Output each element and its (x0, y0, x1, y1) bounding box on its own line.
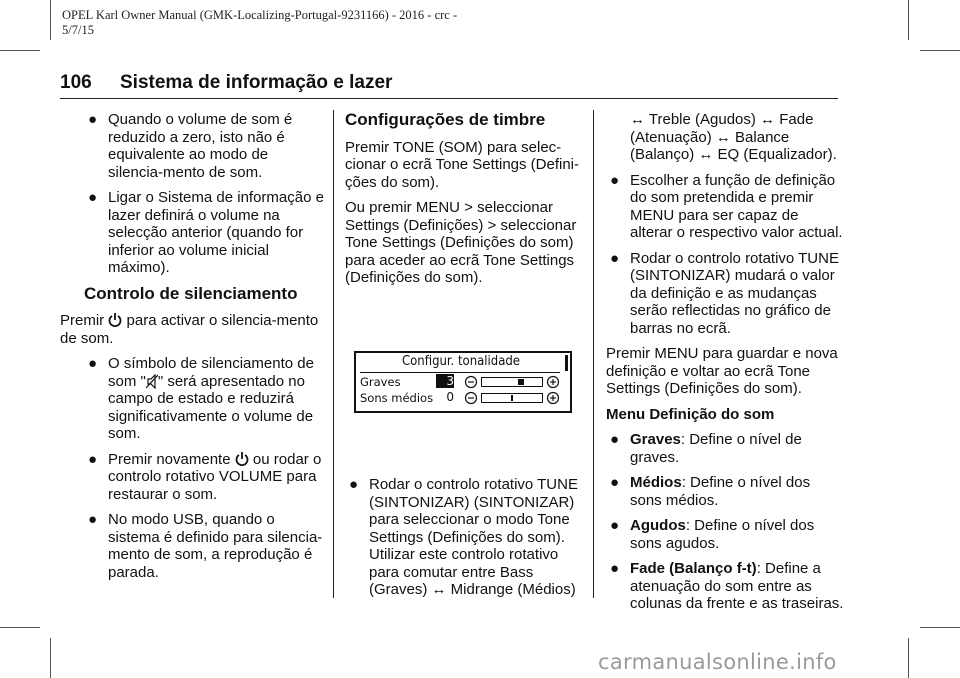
column-3 (606, 111, 844, 621)
list-item: ● Fade (Balanço f-t): Define a atenuação do som entre as colunas da frente e as traseiras. (610, 560, 844, 612)
crop-mark (50, 0, 51, 40)
document-header (62, 8, 562, 38)
crop-mark (920, 50, 960, 51)
display-underline (360, 372, 560, 373)
display-row-value: 3 (436, 374, 454, 388)
paragraph: Ou premir MENU > seleccionar Settings (Definições) > seleccionar Tone Settings (Definições do som) para aceder ao ecrã Tone Settings (Definições do som). (345, 199, 577, 286)
doc-line-2: 5/7/15 (62, 23, 94, 37)
list-item: ● Quando o volume de som é reduzido a zero, isto não é equivalente ao modo de silencia-mento de som. (88, 111, 293, 181)
column-divider (333, 110, 334, 598)
crop-mark (920, 627, 960, 628)
crop-mark (0, 627, 40, 628)
graves-level-fill (518, 379, 524, 385)
list-item: ● Escolher a função de definição do som pretendida e premir MENU para ser capaz de alterar o respectivo valor actual. (610, 171, 843, 241)
list-item: ● O símbolo de silenciamento de som " " será apresentado no campo de estado e reduzirá significativamente o volume de som. (88, 355, 314, 442)
list-item: ● Premir novamente ou rodar o controlo rotativo VOLUME para restaurar o som. (88, 450, 322, 503)
power-icon (108, 312, 122, 328)
crop-mark (908, 638, 909, 678)
minus-icon (464, 391, 478, 405)
paragraph: Premir TONE (SOM) para selec-cionar o ecrã Tone Settings (Defini-ções do som). (345, 138, 580, 191)
section-title: Sistema de informação e lazer (120, 72, 393, 93)
crop-mark (0, 50, 40, 51)
tone-settings-display (354, 351, 572, 413)
graves-level-bar (481, 377, 543, 387)
list-item: ● Agudos: Define o nível dos sons agudos. (610, 517, 815, 552)
heading-sound-menu: Menu Definição do som (606, 405, 775, 423)
list-item: ● Graves: Define o nível de graves. (610, 431, 802, 466)
column-1 (60, 111, 324, 589)
list-item: ● Rodar o controlo rotativo TUNE (SINTONIZAR) mudará o valor da definição e as mudanças serão reflectidas no gráfico de barras no ecrã. (610, 249, 839, 337)
heading-mute-control: Controlo de silenciamento (84, 283, 298, 303)
plus-icon (546, 375, 560, 389)
page-number: 106 (60, 72, 92, 93)
crop-mark (50, 638, 51, 678)
watermark: carmanualsonline.info (598, 650, 837, 674)
power-icon (235, 451, 249, 467)
heading-tone-settings: Configurações de timbre (345, 110, 546, 129)
list-item: ● No modo USB, quando o sistema é definido para silencia-mento de som, a reprodução é parada. (88, 511, 323, 581)
doc-line-1: OPEL Karl Owner Manual (GMK-Localizing-Portugal-9231166) - 2016 - crc - (62, 8, 458, 22)
list-item: ● Ligar o Sistema de informação e lazer definirá o volume na selecção anterior (quando for inferior ao volume inicial máximo). (88, 189, 324, 276)
list-item: ● Médios: Define o nível dos sons médios. (610, 474, 811, 509)
medios-level-bar (481, 393, 543, 403)
medios-level-marker (511, 395, 513, 401)
paragraph: Premir para activar o silencia-mento de som. (60, 312, 319, 347)
paragraph: ↔ Treble (Agudos) ↔ Fade (Atenuação) ↔ Balance (Balanço) ↔ EQ (Equalizador). (630, 111, 837, 163)
plus-icon (546, 391, 560, 405)
column-divider (593, 110, 594, 598)
column-2 (345, 111, 581, 295)
display-row-value: 0 (446, 390, 454, 404)
mute-icon (146, 374, 158, 389)
header-rule (60, 98, 838, 99)
crop-mark (908, 0, 909, 40)
paragraph: Premir MENU para guardar e nova definição e voltar ao ecrã Tone Settings (Definições do som). (606, 345, 838, 397)
minus-icon (464, 375, 478, 389)
display-scrollbar (565, 355, 568, 371)
column-2-lower (345, 476, 581, 607)
display-row-label: Sons médios (360, 391, 434, 405)
display-row-label: Graves (360, 375, 401, 389)
display-title: Configur. tonalidade (401, 354, 521, 369)
list-item: ● Rodar o controlo rotativo TUNE (SINTONIZAR) (SINTONIZAR) para seleccionar o modo Tone Settings (Definições do som). Utilizar este controlo rotativo para comutar entre Bass (Graves) ↔ Midrange (Médios) (349, 476, 578, 598)
